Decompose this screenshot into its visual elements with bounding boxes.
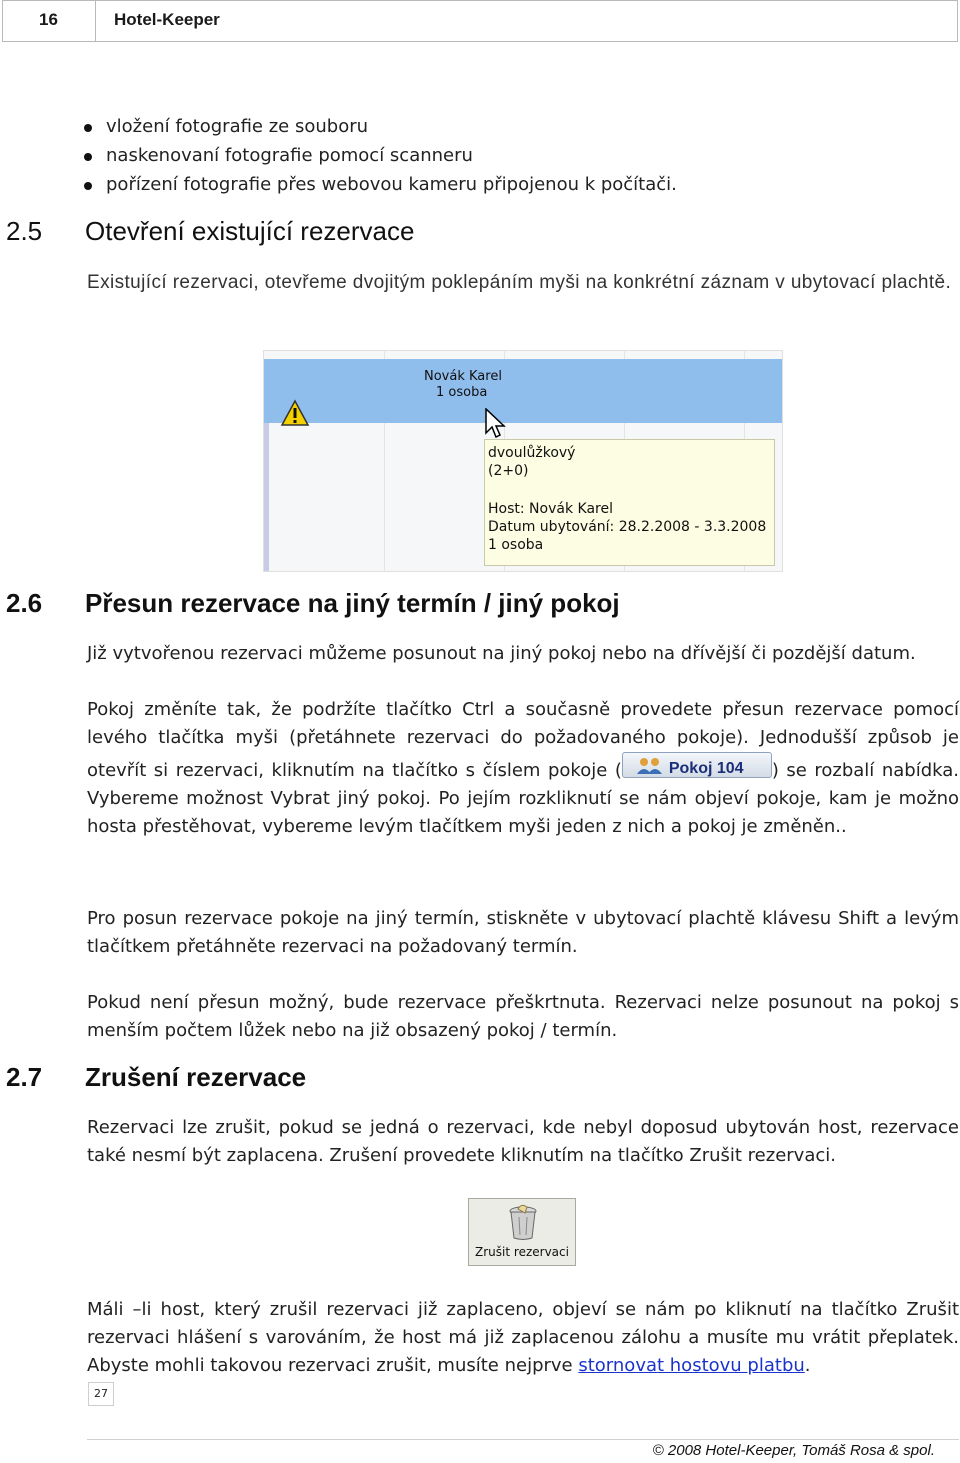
tooltip-room-type: dvoulůžkový	[488, 445, 576, 461]
list-item: vložení fotografie ze souboru	[83, 114, 677, 143]
tooltip-capacity: (2+0)	[488, 463, 529, 479]
section-heading-2-6	[6, 588, 620, 619]
reservation-screenshot	[263, 350, 783, 572]
list-item: naskenovaní fotografie pomocí scanneru	[83, 143, 677, 172]
list-item: pořízení fotografie přes webovou kameru připojenou k počítači.	[83, 172, 677, 201]
section-2-6-p1: Již vytvořenou rezervaci můžeme posunout na jiný pokoj nebo na dřívější či pozdější datum.	[87, 643, 916, 664]
footer-copyright: © 2008 Hotel-Keeper, Tomáš Rosa & spol.	[652, 1442, 935, 1459]
section-2-5-text: Existující rezervaci, otevřeme dvojitým poklepáním myši na konkrétní záznam v ubytovací plachtě.	[87, 272, 952, 293]
section-heading-2-5	[6, 216, 414, 247]
tooltip-dates: Datum ubytování: 28.2.2008 - 3.3.2008	[488, 519, 767, 535]
reservation-bar[interactable]	[264, 359, 782, 423]
room-button-label: Pokoj 104	[668, 760, 744, 777]
room-button[interactable]	[622, 752, 772, 778]
reservation-tooltip	[484, 439, 775, 566]
p2-text-before: Pokoj změníte tak, že podržíte tlačítko Ctrl a současně provedete přesun rezervace pomocí levého tlačítka myši (přetáhnete rezervaci do požadovaného pokoje). Jednodušší způsob je otevřít si rezervaci, kliknutím na tlačítko s číslem pokoje (	[87, 699, 959, 781]
p2-text-before: Máli –li host, který zrušil rezervaci již zaplaceno, objeví se nám po kliknutí na tlačítko Zrušit rezervaci hlášení s varováním, že host má již zaplacenou zálohu a musíte mu vrátit přeplatek. Abyste mohli takovou rezervaci zrušit, musíte nejprve	[87, 1299, 959, 1376]
warning-icon	[280, 399, 310, 427]
footer-divider	[87, 1439, 959, 1440]
section-heading-2-7	[6, 1062, 306, 1093]
people-icon	[635, 757, 665, 775]
section-number: 2.5	[6, 216, 43, 246]
section-title: Zrušení rezervace	[85, 1062, 307, 1092]
header-title-box	[96, 0, 958, 42]
reservation-persons: 1 osoba	[436, 385, 488, 400]
section-2-6-p4: Pokud není přesun možný, bude rezervace přeškrtnuta. Rezervaci nelze posunout na pokoj s menším počtem lůžek nebo na již obsazený pokoj / termín.	[87, 992, 959, 1041]
section-2-6-p2	[87, 696, 959, 841]
page-number-box	[2, 0, 96, 42]
cancel-reservation-button[interactable]	[468, 1198, 576, 1266]
side-strip	[264, 423, 269, 571]
p2-text-after: ) se rozbalí nabídka. Vybereme možnost Vybrat jiný pokoj. Po jejím rozkliknutí se nám objeví pokoje, kam je možno hosta přestěhovat, vybereme levým tlačítkem myši jeden z nich a pokoj je změněn..	[87, 760, 959, 837]
section-2-7-p1: Rezervaci lze zrušit, pokud se jedná o rezervaci, kde nebyl doposud ubytován host, rezervace také nesmí být zaplacena. Zrušení provedete kliknutím na tlačítko Zrušit rezervaci.	[87, 1117, 959, 1166]
stornovat-platbu-link[interactable]: stornovat hostovu platbu	[578, 1355, 805, 1376]
page-reference[interactable]: 27	[88, 1382, 114, 1406]
tooltip-persons: 1 osoba	[488, 537, 544, 553]
tooltip-guest: Host: Novák Karel	[488, 501, 613, 517]
section-2-7-p2	[87, 1296, 959, 1380]
mouse-cursor-icon	[484, 408, 506, 440]
reservation-name: Novák Karel	[424, 369, 502, 384]
page-number: 16	[39, 10, 58, 29]
trash-bin-icon	[507, 1203, 539, 1241]
section-title: Otevření existující rezervace	[85, 216, 415, 246]
section-2-6-p3: Pro posun rezervace pokoje na jiný termín, stiskněte v ubytovací plachtě klávesu Shift a levým tlačítkem přetáhněte rezervaci na požadovaný termín.	[87, 908, 959, 957]
section-title: Přesun rezervace na jiný termín / jiný pokoj	[85, 588, 620, 618]
section-number: 2.6	[6, 588, 43, 618]
header-title: Hotel-Keeper	[114, 10, 220, 29]
bullet-list	[83, 114, 677, 201]
section-number: 2.7	[6, 1062, 43, 1092]
p2-text-after: .	[804, 1355, 811, 1376]
cancel-reservation-label: Zrušit rezervaci	[475, 1245, 569, 1259]
